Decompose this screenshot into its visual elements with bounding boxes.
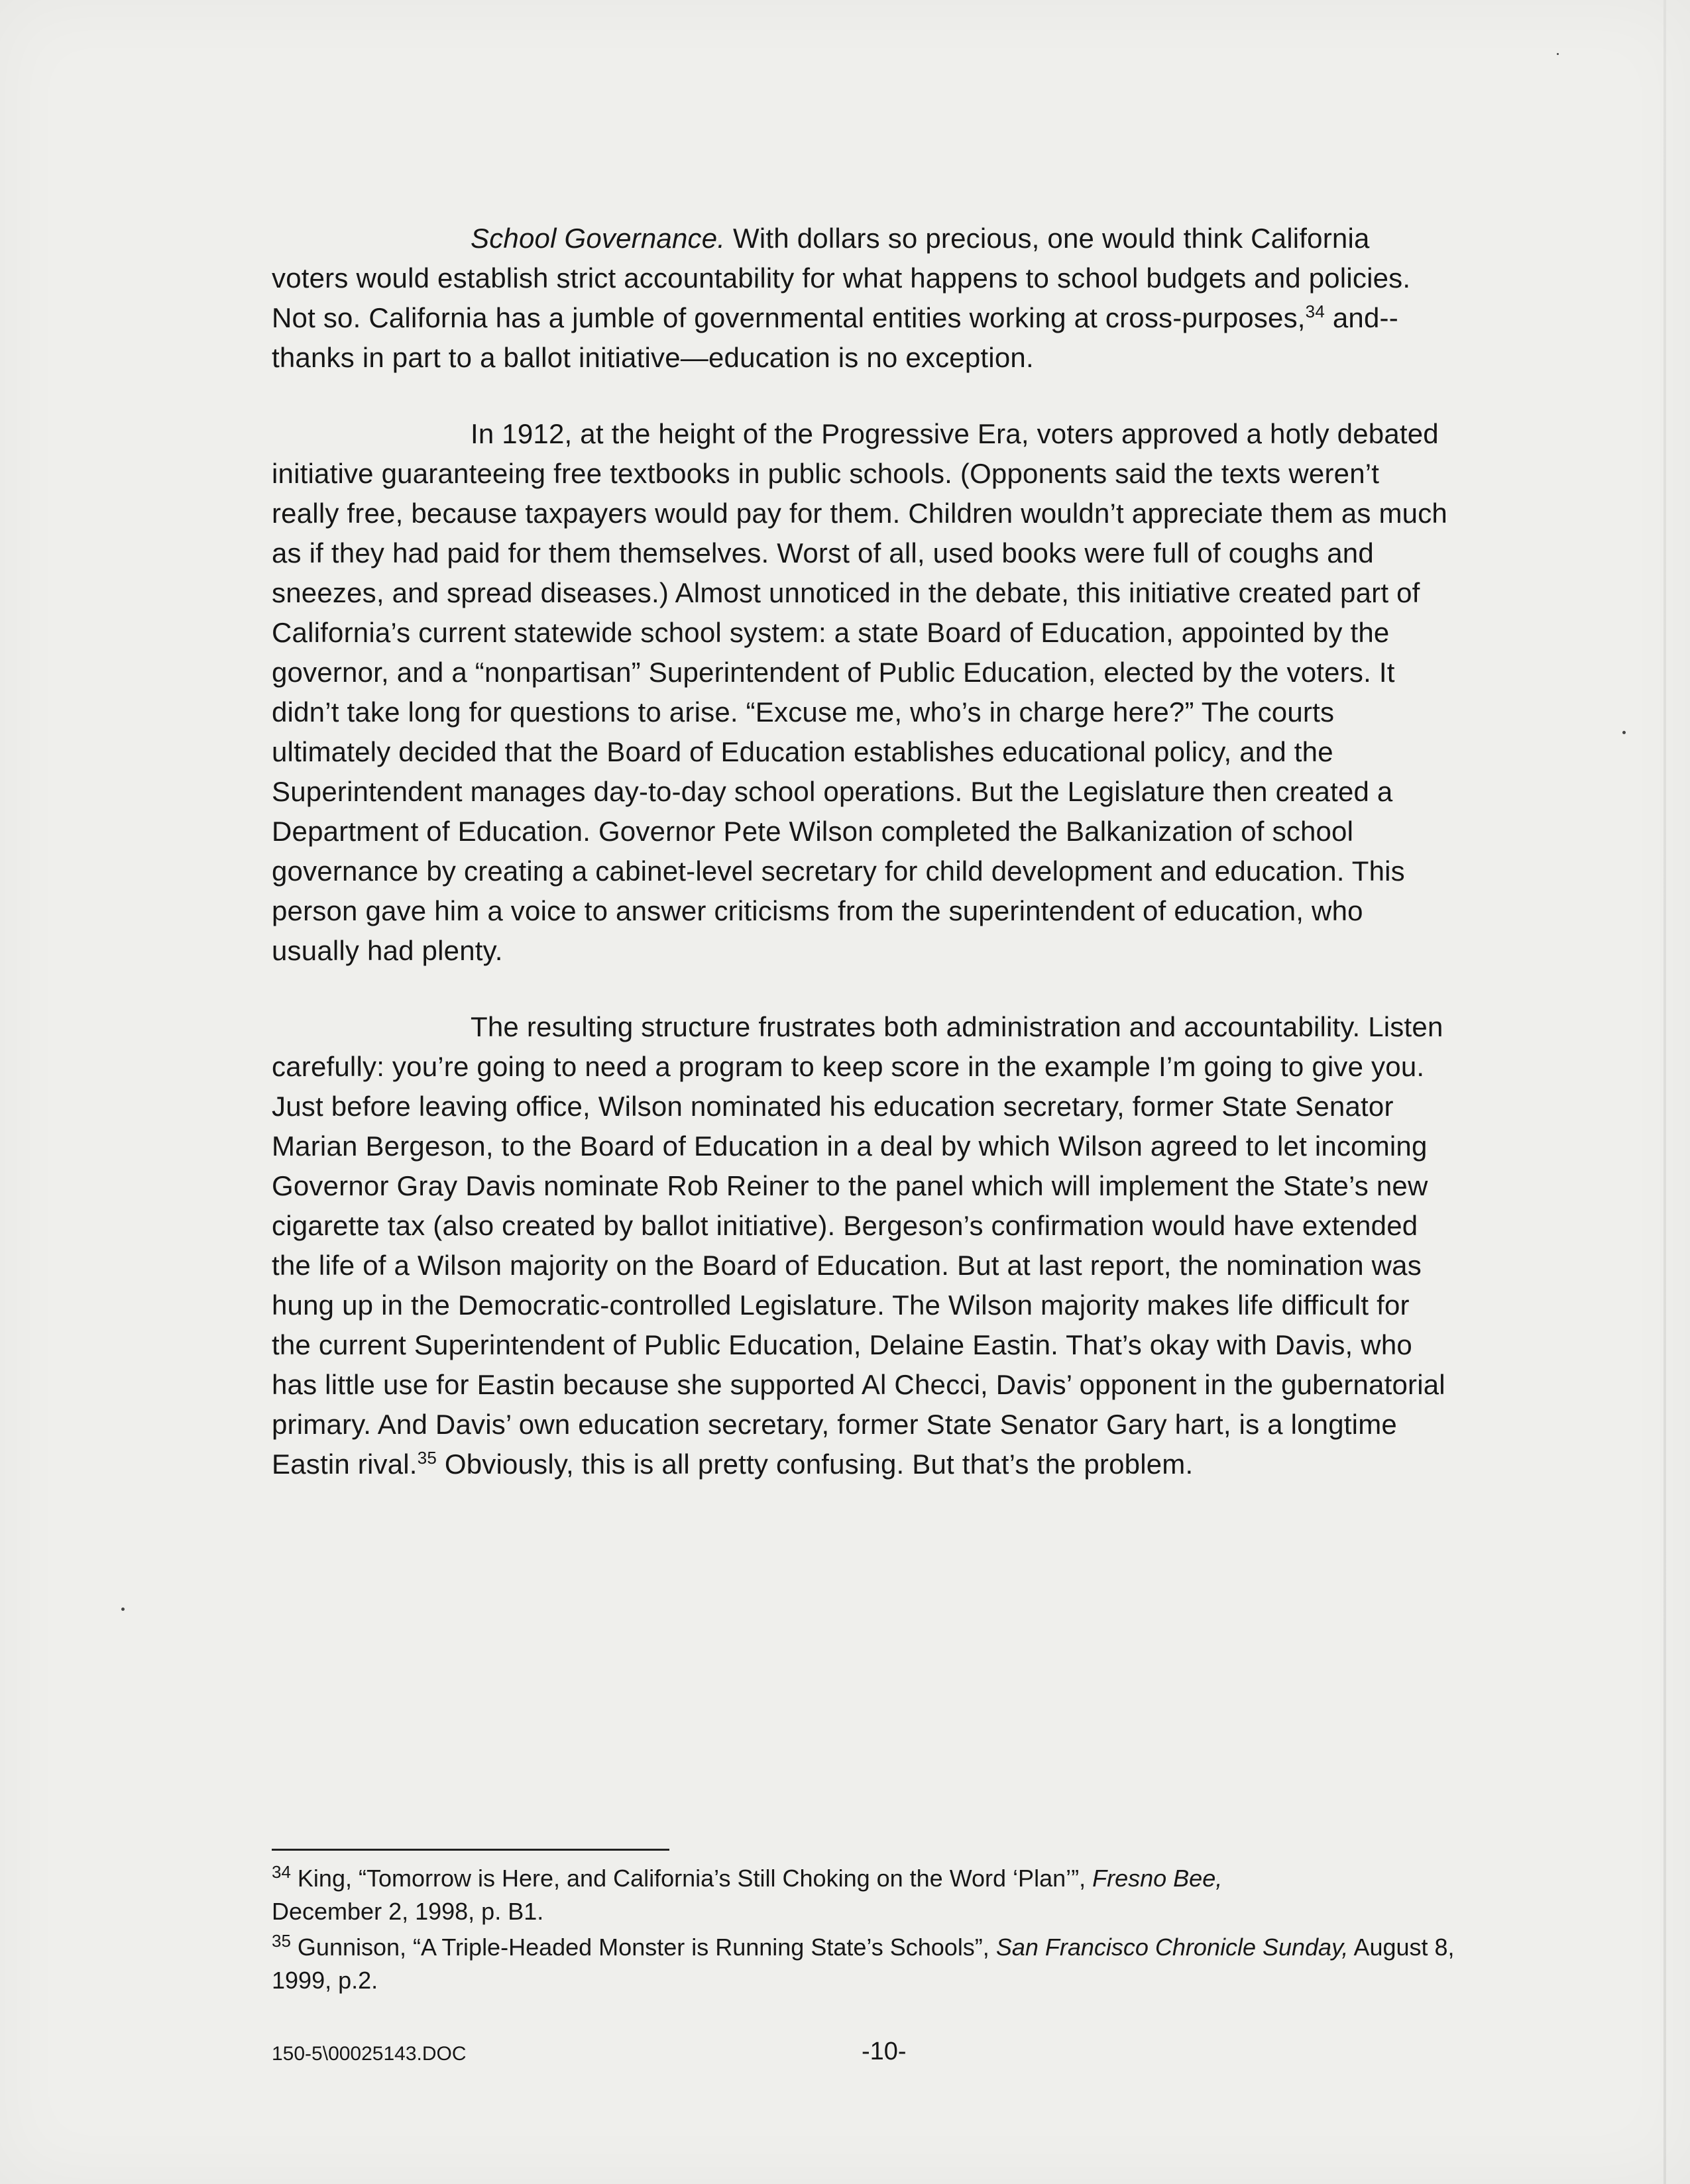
footnote-text: King, “Tomorrow is Here, and California’s Still Choking on the Word ‘Plan’”, bbox=[290, 1865, 1093, 1892]
footnote-ref-35: 35 bbox=[417, 1448, 437, 1468]
paragraph-resulting-structure bbox=[272, 1007, 1451, 1484]
paragraph-text: Obviously, this is all pretty confusing. But that’s the problem. bbox=[437, 1448, 1194, 1480]
paragraph-1912-initiative bbox=[272, 414, 1451, 971]
scan-speck bbox=[1557, 53, 1559, 55]
paragraph-text: In 1912, at the height of the Progressive Era, voters approved a hotly debated initiative guaranteeing free textbooks in public schools. (Opponents said the texts weren’t really free, because taxpayers would pay for them. Children wouldn’t appreciate them as much as if they had paid for them themselves. Worst of all, used books were full of coughs and sneezes, and spread diseases.) Almost unnoticed in the debate, this initiative created part of California’s current statewide school system: a state Board of Education, appointed by the governor, and a “nonpartisan” Superintendent of Public Education, elected by the voters. It didn’t take long for questions to arise. “Excuse me, who’s in charge here?” The courts ultimately decided that the Board of Education establishes educational policy, and the Superintendent manages day-to-day school operations. But the Legislature then created a Department of Education. Governor Pete Wilson completed the Balkanization of school governance by creating a cabinet-level secretary for child development and education. This person gave him a voice to answer criticisms from the superintendent of education, who usually had plenty. bbox=[272, 418, 1447, 966]
paragraph-text: and--thanks in part to a ballot initiative—education is no exception. bbox=[272, 302, 1398, 373]
footnote-text: December 2, 1998, p. B1. bbox=[272, 1898, 544, 1925]
footnote-text: Gunnison, “A Triple-Headed Monster is Running State’s Schools”, bbox=[290, 1934, 996, 1961]
footnote-source: Fresno Bee, bbox=[1092, 1865, 1223, 1892]
page-footer bbox=[272, 2038, 1458, 2071]
scan-speck bbox=[1622, 731, 1626, 734]
paragraph-school-governance bbox=[272, 219, 1451, 378]
footnote-34 bbox=[272, 1862, 1458, 1928]
footnote-text: August 8, 1999, p.2. bbox=[272, 1934, 1455, 1994]
footnote-separator bbox=[272, 1849, 669, 1851]
footnote-35 bbox=[272, 1931, 1458, 1997]
page-number: -10- bbox=[862, 2038, 907, 2065]
section-heading: School Governance. bbox=[471, 223, 726, 254]
footnotes bbox=[272, 1862, 1458, 2000]
footnote-source: San Francisco Chronicle Sunday, bbox=[995, 1934, 1349, 1961]
page-edge bbox=[1663, 0, 1666, 2184]
footnote-number: 35 bbox=[272, 1931, 291, 1951]
scan-speck bbox=[121, 1608, 125, 1611]
body-text bbox=[272, 219, 1451, 1521]
footnote-ref-34: 34 bbox=[1305, 301, 1325, 321]
document-id: 150-5\00025143.DOC bbox=[272, 2043, 467, 2065]
paragraph-text: With dollars so precious, one would think California voters would establish strict accountability for what happens to school budgets and policies. Not so. California has a jumble of governmental entities working at cross-purposes, bbox=[272, 223, 1411, 333]
footnote-number: 34 bbox=[272, 1862, 291, 1882]
paragraph-text: The resulting structure frustrates both administration and accountability. Listen carefully: you’re going to need a program to keep score in the example I’m going to give you. Just before leaving office, Wilson nominated his education secretary, former State Senator Marian Bergeson, to the Board of Education in a deal by which Wilson agreed to let incoming Governor Gray Davis nominate Rob Reiner to the panel which will implement the State’s new cigarette tax (also created by ballot initiative). Bergeson’s confirmation would have extended the life of a Wilson majority on the Board of Education. But at last report, the nomination was hung up in the Democratic-controlled Legislature. The Wilson majority makes life difficult for the current Superintendent of Public Education, Delaine Eastin. That’s okay with Davis, who has little use for Eastin because she supported Al Checci, Davis’ opponent in the gubernatorial primary. And Davis’ own education secretary, former State Senator Gary hart, is a longtime Eastin rival. bbox=[272, 1011, 1445, 1480]
